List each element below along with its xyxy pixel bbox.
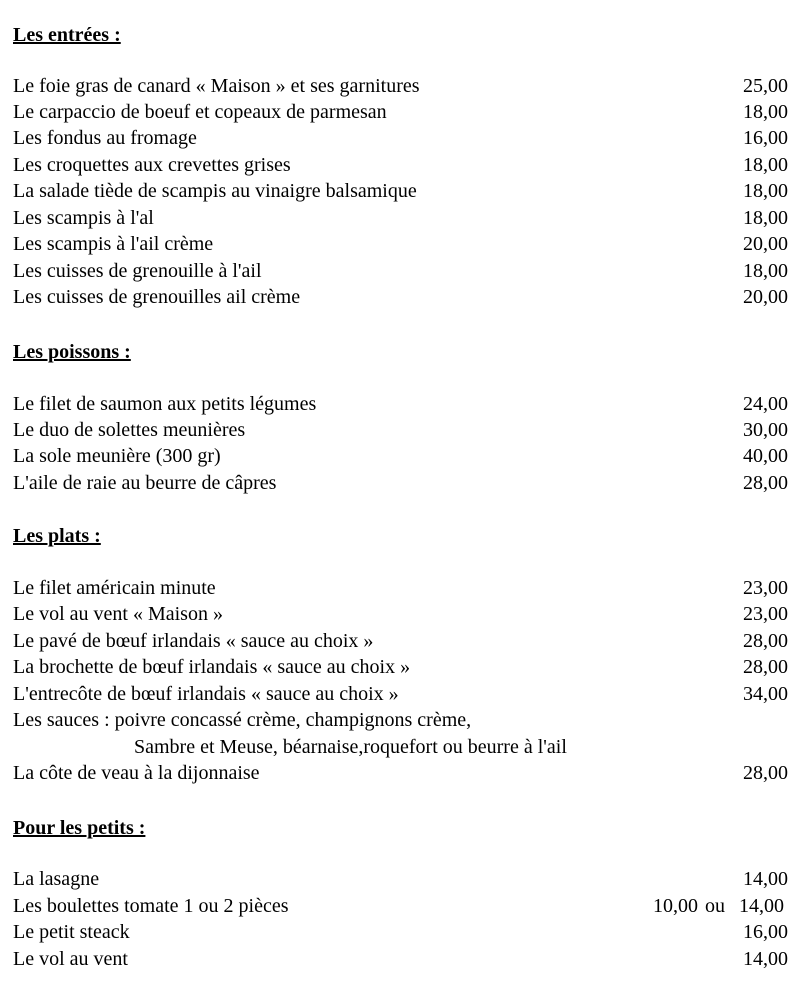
menu-item <box>13 391 788 417</box>
item-name: Les scampis à l'ail crème <box>13 233 214 255</box>
item-name: Le foie gras de canard « Maison » et ses garnitures <box>13 75 420 97</box>
item-price: 16,00 <box>743 127 788 149</box>
item-name: La brochette de bœuf irlandais « sauce au choix » <box>13 656 411 678</box>
menu-item <box>13 231 788 257</box>
menu-item <box>13 470 788 496</box>
menu-item <box>13 99 788 125</box>
item-name: Le vol au vent <box>13 948 128 970</box>
item-price: 28,00 <box>743 762 788 784</box>
menu-item <box>13 946 788 972</box>
menu-item <box>13 681 788 707</box>
menu-item <box>13 893 788 919</box>
item-price: 23,00 <box>743 603 788 625</box>
item-name: Les cuisses de grenouilles ail crème <box>13 286 301 308</box>
item-price: 18,00 <box>743 154 788 176</box>
item-price: 25,00 <box>743 75 788 97</box>
menu-item <box>13 866 788 892</box>
item-name: Les boulettes tomate 1 ou 2 pièces <box>13 895 289 917</box>
item-price: 16,00 <box>743 921 788 943</box>
menu-item <box>13 178 788 204</box>
menu-item <box>13 628 788 654</box>
item-name: Le carpaccio de boeuf et copeaux de parmesan <box>13 101 387 123</box>
sauces-line-1 <box>13 707 788 733</box>
item-name: Le vol au vent « Maison » <box>13 603 223 625</box>
item-price: 34,00 <box>743 683 788 705</box>
item-price: 20,00 <box>743 286 788 308</box>
item-price: 14,00 <box>743 868 788 890</box>
item-price: 28,00 <box>743 472 788 494</box>
item-name: Les cuisses de grenouille à l'ail <box>13 260 262 282</box>
menu-item <box>13 919 788 945</box>
item-name: Le filet américain minute <box>13 577 216 599</box>
item-name: Le petit steack <box>13 921 130 943</box>
sauces-text: Les sauces : poivre concassé crème, champignons crème, <box>13 709 472 731</box>
item-name: Le duo de solettes meunières <box>13 419 246 441</box>
sauces-line-2: Sambre et Meuse, béarnaise,roquefort ou beurre à l'ail <box>134 736 567 758</box>
item-price: 10,00 ou 14,00 <box>653 895 784 917</box>
menu-item <box>13 417 788 443</box>
item-name: Le pavé de bœuf irlandais « sauce au choix » <box>13 630 374 652</box>
item-name: Les croquettes aux crevettes grises <box>13 154 291 176</box>
item-price: 40,00 <box>743 445 788 467</box>
item-price: 28,00 <box>743 656 788 678</box>
menu-item <box>13 443 788 469</box>
menu-item <box>13 654 788 680</box>
item-price: 23,00 <box>743 577 788 599</box>
menu-item <box>13 258 788 284</box>
item-price: 28,00 <box>743 630 788 652</box>
menu-item <box>13 575 788 601</box>
item-name: L'entrecôte de bœuf irlandais « sauce au choix » <box>13 683 399 705</box>
item-name: La sole meunière (300 gr) <box>13 445 221 467</box>
item-name: L'aile de raie au beurre de câpres <box>13 472 277 494</box>
section-title-entrees: Les entrées : <box>13 24 121 46</box>
menu-item <box>13 125 788 151</box>
item-name: Le filet de saumon aux petits légumes <box>13 393 317 415</box>
menu-item <box>13 601 788 627</box>
item-name: La lasagne <box>13 868 100 890</box>
section-title-plats: Les plats : <box>13 525 101 547</box>
menu-item <box>13 152 788 178</box>
item-name: Les fondus au fromage <box>13 127 197 149</box>
item-name: Les scampis à l'al <box>13 207 154 229</box>
menu-item <box>13 205 788 231</box>
item-price: 18,00 <box>743 207 788 229</box>
item-name: La salade tiède de scampis au vinaigre balsamique <box>13 180 417 202</box>
item-price: 20,00 <box>743 233 788 255</box>
item-price: 18,00 <box>743 260 788 282</box>
item-price: 18,00 <box>743 180 788 202</box>
item-price: 30,00 <box>743 419 788 441</box>
menu-item <box>13 284 788 310</box>
menu-item <box>13 760 788 786</box>
menu-item <box>13 73 788 99</box>
item-price: 18,00 <box>743 101 788 123</box>
section-title-petits: Pour les petits : <box>13 817 146 839</box>
section-title-poissons: Les poissons : <box>13 341 131 363</box>
item-price: 14,00 <box>743 948 788 970</box>
item-name: La côte de veau à la dijonnaise <box>13 762 260 784</box>
item-price: 24,00 <box>743 393 788 415</box>
